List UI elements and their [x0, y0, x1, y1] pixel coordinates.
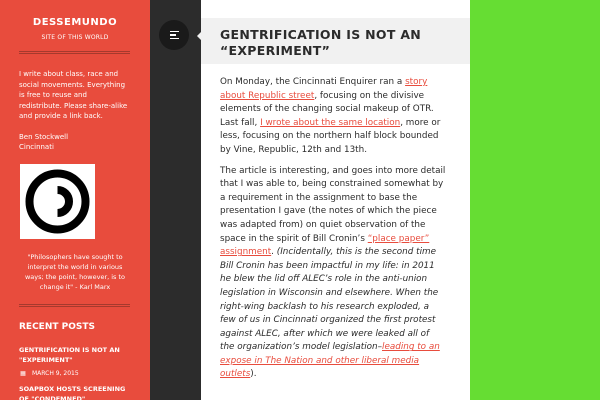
paragraph — [220, 165, 446, 383]
divider — [19, 51, 130, 54]
text: , more or less, focusing on the northern half block bounded by Vine, Republic, 12th and 13th. — [220, 117, 441, 155]
expose-link[interactable]: leading to an expose in The Nation and other liberal media outlets — [220, 342, 440, 380]
text: . — [271, 247, 277, 258]
sidebar — [0, 0, 150, 400]
divider — [19, 304, 130, 307]
site-description: SITE OF THIS WORLD — [41, 34, 109, 41]
post-date[interactable] — [19, 370, 79, 377]
story-link[interactable]: story about Republic street — [220, 77, 428, 101]
menu-pointer — [197, 32, 201, 40]
place-paper-link[interactable]: “place paper” assignment — [220, 233, 430, 258]
calendar-icon: ▦ — [20, 370, 26, 377]
menu-icon — [170, 31, 179, 39]
site-title[interactable]: DESSEMUNDO — [32, 17, 118, 28]
text: ). — [250, 369, 257, 380]
secondary-bar — [150, 0, 201, 400]
post-body — [220, 76, 446, 389]
text: , focusing on the divisive elements of the changing social makeup of OTR. Last fall, — [220, 90, 434, 128]
marx-quote: "Philosophers have sought to interpret the world in various ways; the point, however, is to change it" - Karl Marx — [24, 253, 126, 291]
copyleft-logo — [20, 164, 95, 239]
post-title[interactable]: GENTRIFICATION IS NOT AN “EXPERIMENT” — [220, 27, 422, 58]
about-text: I write about class, race and social movements. Everything is free to reuse and redistribute. Please share-alike and provide a link back. — [19, 70, 128, 120]
italic-text: (Incidentally, this is the second time Bill Cronin has been impactful in my life: in 2011 he blew the lid off ALEC’s role in the anti-union legislation in Wisconsin and elsewhere. When the right-wing backlash to his research exploded, a few of us in Cincinnati organized the first protest against ALEC, after which we were leaked all of the organization’s model legislation– — [220, 247, 439, 353]
text: On Monday, the Cincinnati Enquirer ran a — [220, 77, 406, 87]
menu-toggle-button[interactable] — [159, 20, 189, 50]
paragraph — [220, 76, 446, 158]
recent-post-link[interactable]: SOAPBOX HOSTS SCREENING OF "CONDEMNED" — [19, 385, 126, 400]
recent-post-link[interactable]: GENTRIFICATION IS NOT AN "EXPERIMENT" — [19, 346, 120, 364]
same-location-link[interactable]: I wrote about the same location — [260, 117, 401, 128]
author-name: Ben Stockwell — [19, 133, 69, 141]
text: The article is interesting, and goes into more detail that I was able to, being constrained somewhat by a requirement in the assignment to base the presentation I gave (the notes of which the piece was adapted from) on quiet observation of the space in the spirit of Bill Cronin’s — [220, 165, 446, 244]
copyleft-icon — [20, 164, 95, 239]
main-content — [201, 0, 470, 400]
post-date-text[interactable]: MARCH 9, 2015 — [32, 370, 79, 377]
recent-posts-heading: RECENT POSTS — [19, 322, 95, 332]
author-city: Cincinnati — [19, 143, 54, 151]
